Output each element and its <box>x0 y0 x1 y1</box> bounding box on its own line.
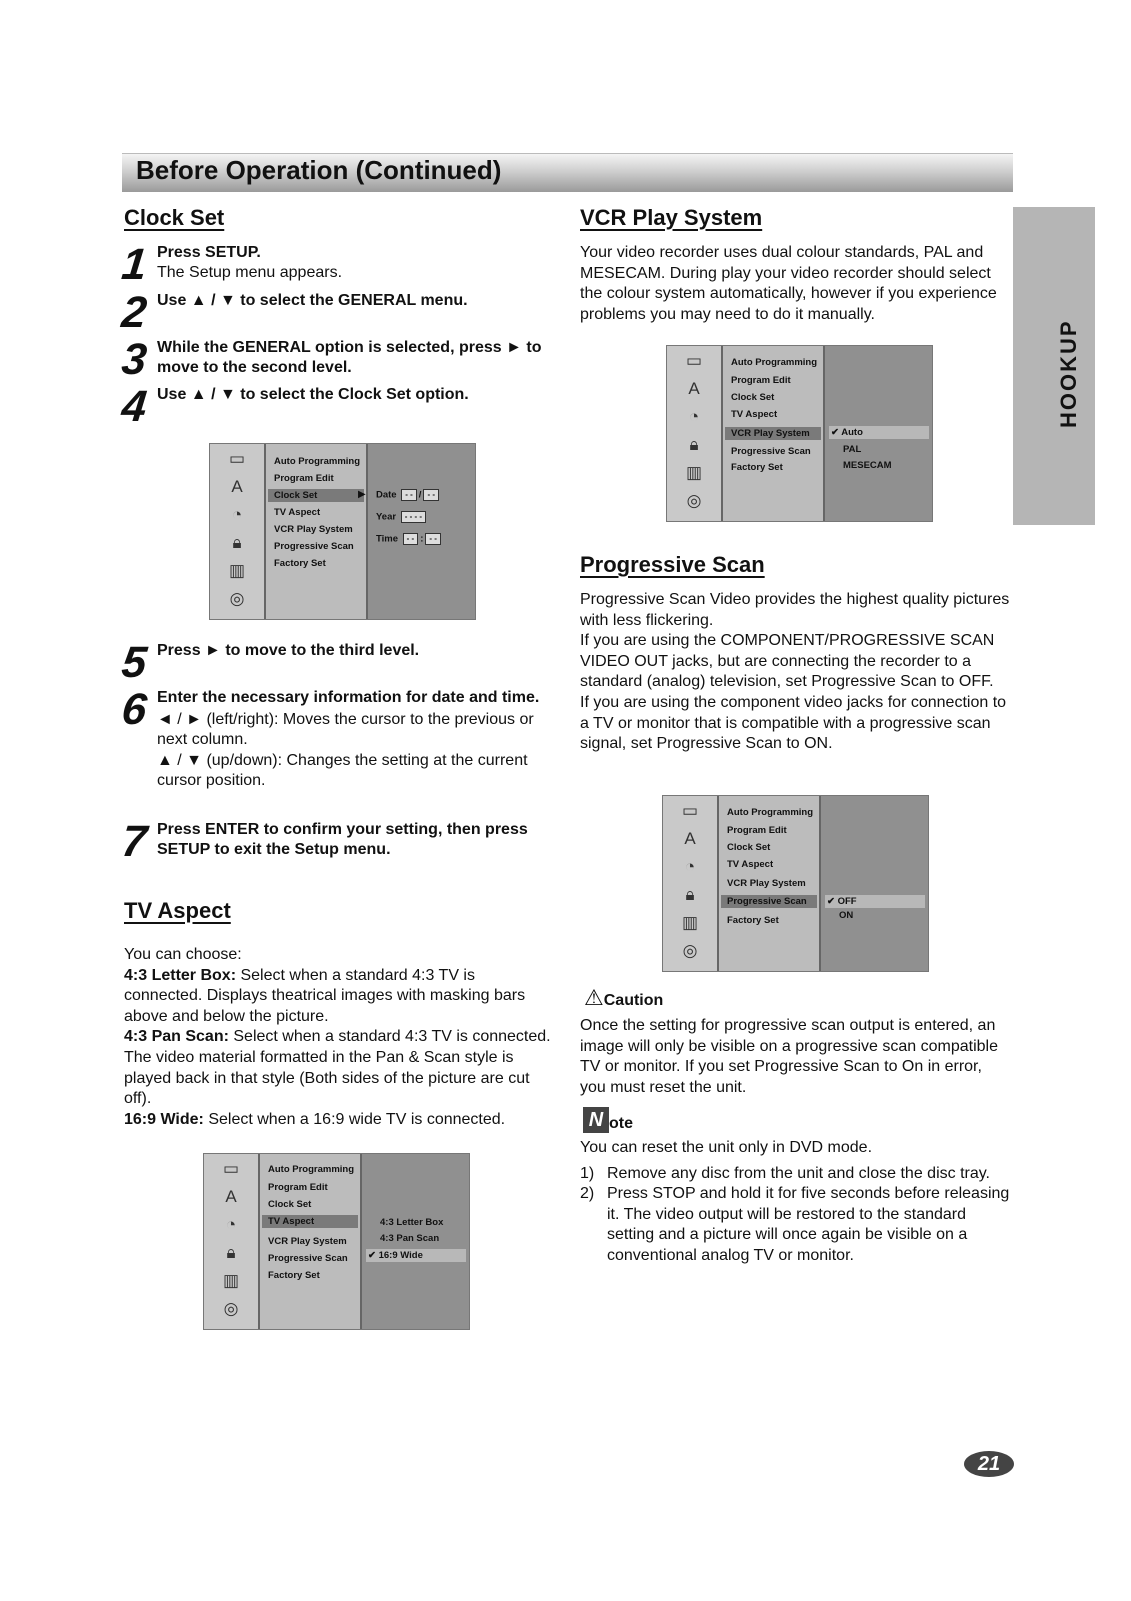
step-instruction: Press ► to move to the third level. <box>157 642 420 659</box>
recording-icon: ▥ <box>681 913 699 932</box>
step-instruction: Use ▲ / ▼ to select the Clock Set option. <box>157 386 469 403</box>
step-4 <box>119 382 552 431</box>
arrow-right-icon: ▶ <box>358 489 366 500</box>
recording-icon: ▥ <box>685 463 703 482</box>
menu-item: Auto Programming <box>274 456 361 467</box>
note-heading <box>583 1107 633 1133</box>
step-6 <box>119 685 552 791</box>
panscan-text: Select when a standard 4:3 TV is connected. The video material formatted in the Pan & Scan style is played back in that style (Both sides of the picture are cut off). <box>124 1028 551 1108</box>
step-3 <box>119 335 552 384</box>
step-number: 1 <box>119 240 150 289</box>
menu-item: VCR Play System <box>268 1236 347 1247</box>
menu-item: Progressive Scan <box>268 1253 348 1264</box>
step-number: 7 <box>119 817 150 866</box>
menu-item: VCR Play System <box>274 524 353 535</box>
step-instruction: Enter the necessary information for date and time. <box>157 689 540 706</box>
menu-icon-column <box>204 1154 260 1329</box>
step-detail: The Setup menu appears. <box>157 264 343 281</box>
note-item-number: 1) <box>580 1164 595 1182</box>
step-5 <box>119 638 552 687</box>
lock-icon: 🔒︎ <box>685 885 695 904</box>
checkmark-icon: ✔ <box>831 427 842 438</box>
progressive-paragraph: If you are using the component video jacks for connection to a TV or monitor that is compatible with a progressive scan signal, set Progressive Scan to ON. <box>580 693 1007 753</box>
step-number: 6 <box>119 685 150 734</box>
display-icon: A <box>684 829 696 848</box>
menu-second-level <box>260 1154 362 1329</box>
disc-icon: ◎ <box>223 1299 239 1318</box>
language-icon: ▭ <box>228 449 246 468</box>
hookup-side-tab <box>1013 207 1095 525</box>
lock-icon: 🔒︎ <box>689 435 699 454</box>
progressive-paragraph: Progressive Scan Video provides the highest quality pictures with less flickering. <box>580 591 1010 629</box>
letterbox-text: Select when a standard 4:3 TV is connected. Displays theatrical images with masking bars above and below the picture. <box>124 966 526 1025</box>
menu-item: Factory Set <box>274 558 326 569</box>
clock-set-menu-screenshot <box>209 443 476 620</box>
step-number: 3 <box>119 335 150 384</box>
menu-third-level <box>368 444 475 619</box>
date-field: - - <box>401 489 417 501</box>
menu-item: Clock Set <box>268 1199 312 1210</box>
progressive-scan-heading: Progressive Scan <box>580 552 765 577</box>
step-detail: ▲ / ▼ (up/down): Changes the setting at the current cursor position. <box>157 752 528 789</box>
option-pal: PAL <box>843 444 862 455</box>
option-off: OFF <box>837 896 857 907</box>
menu-item: Program Edit <box>268 1182 328 1193</box>
step-detail: ◄ / ► (left/right): Moves the cursor to the previous or next column. <box>157 711 534 748</box>
menu-item: Progressive Scan <box>727 896 807 907</box>
time-field: - - <box>425 533 441 545</box>
time-separator: : <box>420 533 424 545</box>
menu-item: Progressive Scan <box>274 541 354 552</box>
vcr-play-text: Your video recorder uses dual colour standards, PAL and MESECAM. During play your video recorder should select the colour system automatically, however if you experience problems you may need to do it manually. <box>580 244 997 323</box>
menu-item: VCR Play System <box>731 428 810 439</box>
vcr-play-menu-screenshot <box>666 345 933 522</box>
progressive-scan-body <box>580 590 1012 755</box>
progressive-paragraph: If you are using the COMPONENT/PROGRESSIVE SCAN VIDEO OUT jacks, but are connecting the recorder to a standard (analog) television, set Progressive Scan to OFF. <box>580 632 995 691</box>
menu-item: Factory Set <box>268 1270 320 1281</box>
side-tab-label: HOOKUP <box>1056 319 1081 428</box>
audio-icon: ◔ <box>231 505 243 524</box>
menu-icon-column <box>663 796 719 971</box>
menu-item: Factory Set <box>731 462 783 473</box>
date-separator: / <box>418 489 422 501</box>
menu-second-level <box>719 796 821 971</box>
display-icon: A <box>231 477 243 496</box>
menu-item: Auto Programming <box>727 807 814 818</box>
checkmark-icon: ✔ <box>827 896 838 907</box>
caution-heading <box>584 985 663 1011</box>
note-list-item <box>580 1164 1012 1185</box>
year-label: Year <box>376 511 397 523</box>
language-icon: ▭ <box>222 1159 240 1178</box>
date-label: Date <box>376 489 397 501</box>
menu-item: Clock Set <box>727 842 771 853</box>
clock-set-heading: Clock Set <box>124 205 225 230</box>
note-body <box>580 1138 1012 1267</box>
menu-item: TV Aspect <box>268 1216 315 1227</box>
tv-aspect-intro: You can choose: <box>124 946 242 963</box>
menu-item: Program Edit <box>274 473 334 484</box>
disc-icon: ◎ <box>686 491 702 510</box>
menu-third-level <box>825 346 932 521</box>
step-number: 2 <box>119 288 150 337</box>
menu-item: Progressive Scan <box>731 446 811 457</box>
menu-item: TV Aspect <box>274 507 321 518</box>
lock-icon: 🔒︎ <box>232 533 242 552</box>
recording-icon: ▥ <box>222 1271 240 1290</box>
step-instruction: Press ENTER to confirm your setting, then press SETUP to exit the Setup menu. <box>157 821 528 858</box>
tv-aspect-body <box>124 945 552 1130</box>
date-field: - - <box>423 489 439 501</box>
menu-item: Auto Programming <box>731 357 818 368</box>
tv-aspect-heading: TV Aspect <box>124 898 231 923</box>
language-icon: ▭ <box>681 801 699 820</box>
step-2 <box>119 288 552 337</box>
step-instruction: While the GENERAL option is selected, press ► to move to the second level. <box>157 339 542 376</box>
warning-triangle-icon: ⚠ <box>584 985 604 1010</box>
menu-second-level <box>266 444 368 619</box>
step-number: 5 <box>119 638 150 687</box>
menu-item: Factory Set <box>727 915 779 926</box>
year-field: - - - - <box>401 511 426 523</box>
wide-label: 16:9 Wide: <box>124 1110 204 1128</box>
menu-icon-column <box>667 346 723 521</box>
caution-text: Once the setting for progressive scan output is entered, an image will only be visible on a progressive scan compatible TV or monitor. If you set Progressive Scan to On in error, you must reset the unit. <box>580 1017 998 1096</box>
note-intro: You can reset the unit only in DVD mode. <box>580 1139 873 1156</box>
step-instruction: Press SETUP. <box>157 244 261 261</box>
audio-icon: ◔ <box>688 407 700 426</box>
progressive-scan-menu-screenshot <box>662 795 929 972</box>
menu-item: Clock Set <box>274 490 318 501</box>
note-title: ote <box>609 1115 633 1132</box>
menu-item: Program Edit <box>731 375 791 386</box>
menu-item: TV Aspect <box>727 859 774 870</box>
menu-icon-column <box>210 444 266 619</box>
audio-icon: ◔ <box>225 1215 237 1234</box>
option-on: ON <box>839 910 854 921</box>
audio-icon: ◔ <box>684 857 696 876</box>
note-list-item <box>580 1184 1012 1266</box>
step-1 <box>119 240 552 289</box>
caution-title: Caution <box>603 992 664 1009</box>
menu-item: Auto Programming <box>268 1164 355 1175</box>
panscan-label: 4:3 Pan Scan: <box>124 1028 229 1046</box>
option-letterbox: 4:3 Letter Box <box>380 1217 444 1228</box>
option-mesecam: MESECAM <box>843 460 892 471</box>
display-icon: A <box>688 379 700 398</box>
checkmark-icon: ✔ <box>368 1250 379 1261</box>
tv-aspect-menu-screenshot <box>203 1153 470 1330</box>
step-number: 4 <box>119 382 150 431</box>
menu-item: Program Edit <box>727 825 787 836</box>
page-number: 21 <box>964 1451 1014 1477</box>
step-instruction: Use ▲ / ▼ to select the GENERAL menu. <box>157 292 468 309</box>
note-item-number: 2) <box>580 1185 595 1203</box>
note-item-text: Press STOP and hold it for five seconds before releasing it. The video output will be restored to the standard setting and a picture will once again be visible on a conventional analog TV or monitor. <box>607 1185 1010 1264</box>
menu-item: VCR Play System <box>727 878 806 889</box>
option-auto: Auto <box>841 427 863 438</box>
page-title: Before Operation (Continued) <box>136 155 502 185</box>
menu-third-level <box>362 1154 469 1329</box>
option-wide: 16:9 Wide <box>378 1250 423 1261</box>
recording-icon: ▥ <box>228 561 246 580</box>
menu-third-level <box>821 796 928 971</box>
display-icon: A <box>225 1187 237 1206</box>
menu-item: TV Aspect <box>731 409 778 420</box>
option-panscan: 4:3 Pan Scan <box>380 1233 440 1244</box>
time-label: Time <box>376 533 399 545</box>
step-7 <box>119 817 552 866</box>
wide-text: Select when a 16:9 wide TV is connected. <box>203 1110 506 1128</box>
disc-icon: ◎ <box>682 941 698 960</box>
menu-second-level <box>723 346 825 521</box>
note-icon: N <box>583 1107 609 1133</box>
vcr-play-heading: VCR Play System <box>580 205 763 230</box>
time-field: - - <box>403 533 419 545</box>
lock-icon: 🔒︎ <box>226 1243 236 1262</box>
language-icon: ▭ <box>685 351 703 370</box>
note-item-text: Remove any disc from the unit and close the disc tray. <box>607 1164 990 1182</box>
disc-icon: ◎ <box>229 589 245 608</box>
menu-item: Clock Set <box>731 392 775 403</box>
letterbox-label: 4:3 Letter Box: <box>124 966 237 984</box>
